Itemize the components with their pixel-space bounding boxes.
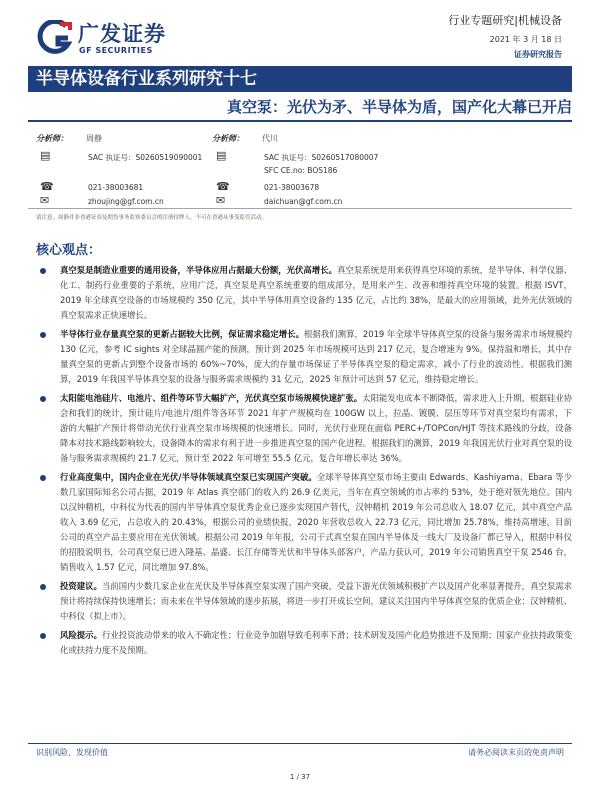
- bullet-icon: [40, 475, 46, 481]
- header-meta: [448, 12, 562, 60]
- analyst-phone: 021-38003681: [88, 183, 144, 192]
- analyst-sac: SAC 执证号：S0260519090001: [88, 153, 203, 162]
- company-logo: [36, 18, 176, 58]
- phone-icon: ☎: [216, 180, 230, 193]
- bullet-lead: 真空泵是制造业重要的通用设备，半导体应用占据最大份额，光伏高增长。: [60, 265, 337, 275]
- footer-disclaimer-note: 请务必阅读末页的免责声明: [468, 748, 564, 757]
- bullet-icon: [40, 268, 46, 274]
- logo-text-cn: 广发证券: [78, 22, 166, 46]
- main-title: 真空泵：光伏为矛、半导体为盾，国产化大幕已开启: [226, 98, 572, 116]
- bullet-text: 根据我们测算，2019 年全球半导体真空泵的设备与服务需求市场规模约 130 亿元，参考 IC sights 对全球晶圆产能的预测，预计到 2025 年市场规模可达到 217 亿元，复合增速为 9%。保持温和增长，其中存量真空泵的更新占到整个设备市场的 60%~70%，庞大的存量市场保证了半导体真空泵的稳定需求，减小了行业的波动性。根据我们测算，2019 年我国半导体真空泵的设备与服务需求规模约 31 亿元，2025 年预计可达到 57 亿元，维持稳定增长。: [60, 329, 572, 384]
- list-item: [38, 327, 572, 387]
- bullet-text: 全球半导体真空泵市场主要由 Edwards、Kashiyama、Ebara 等少数几家国际知名公司占据，2019 年 Atlas 真空部门的收入约 26.9 亿美元，当年在真空领域的市占率约 53%，处于绝对领先地位。国内以汉钟精机，中科仪为代表的国内半导体真空泵优秀企业已逐步实现国产替代，汉钟精机 2019 年公司总收入 18.07 亿元，其中真空产品收入 3.69 亿元，占总收入的 20.43%，根据公司的业绩快报，2020 年营收总收入 22.73 亿元，同比增加 25.78%，维持高增速，目前公司的真空产品主要应用在光伏领域。根据公司 2019 年年报，公司干式真空泵在国内半导体及一线大厂及设备厂都已导入，根据中科仪的招股说明书，公司真空泵已进入隆基、晶盛、长江存储等光伏和半导体头部客户，产品力获认可，2019 年公司销售真空干泵 2546 台，销售收入 1.57 亿元，同比增加 97.8%。: [60, 472, 572, 572]
- list-item: [38, 628, 572, 658]
- list-item: [38, 470, 572, 575]
- series-title: 半导体设备行业系列研究十七: [28, 66, 572, 92]
- email-icon: ✉: [40, 194, 50, 207]
- logo-text-en: GF SECURITIES: [79, 46, 153, 55]
- core-views-heading: 核心观点：: [36, 243, 102, 258]
- analyst-email[interactable]: daichuan@gf.com.cn: [264, 197, 343, 206]
- bullet-lead: 半导体行业存量真空泵的更新占据较大比例，保证需求稳定增长。: [60, 329, 305, 339]
- id-card-icon: ▤: [216, 149, 227, 162]
- report-category: 行业专题研究|机械设备: [448, 14, 562, 27]
- list-item: [38, 579, 572, 624]
- title-divider: [28, 120, 572, 122]
- analyst-name: 周静: [86, 134, 102, 143]
- regulatory-disclaimer: 请注意，周静并非香港证券及期货事务监察委员会的注册持牌人，不可在香港从事受监管活动。: [36, 215, 268, 221]
- email-icon: ✉: [216, 194, 226, 207]
- bullet-icon: [40, 584, 46, 590]
- bullet-text: 太阳能发电成本不断降低，需求进入上升期，根据硅业协会和我们的统计，预计硅片/电池片/组件等各环节 2021 年扩产规模均在 100GW 以上，拉晶、镀膜、层压等环节对真空泵均有需求，下游的大幅扩产预计将带动光伏行业真空泵市场规模的快速增长。同时，光伏行业现在面临 PERC+/TOPCon/HJT 等技术路线的分歧，设备降本对技术路线影响较大，设备降本的需求有利于进一步推进真空泵的国产化进程。根据我们的测算，2019 年我国光伏行业对真空泵的设备与服务需求规模约 21.7 亿元，预计至 2022 年可增至 55.5 亿元，复合年增长率达 36%。: [60, 393, 572, 463]
- id-card-icon: ▤: [40, 149, 51, 162]
- analyst-sac: SAC 执证号：S0260517080007: [264, 153, 379, 162]
- bullet-lead: 风险提示。: [60, 630, 102, 640]
- bullet-text: 真空泵系统是用来获得真空环境的系统，是半导体、科学仪器、化工、制药行业重要的子系统，应用广泛，真空泵是真空系统重要的组成部分，是用来产生、改善和维持真空环境的装置。根据 ISVT，2019 年全球真空设备的市场规模约 350 亿元，其中半导体用真空设备约 135 亿元，占比约 38%，是最大的应用领域，此外光伏领域的真空泵需求正快速增长。: [60, 265, 573, 320]
- bullet-text: 行业投资波动带来的收入不确定性；行业竞争加剧导致毛利率下滑；技术研发及国产化趋势推进不及预期；国家产业扶持政策变化或扶持力度不及预期。: [60, 630, 572, 655]
- phone-icon: ☎: [40, 180, 54, 193]
- core-views-list: [38, 263, 572, 662]
- gf-logo-icon: [36, 20, 72, 54]
- analyst-label: 分析师：: [212, 134, 244, 143]
- analyst-label: 分析师：: [36, 134, 68, 143]
- report-type: 证券研究报告: [514, 50, 562, 59]
- analyst-card-2: [212, 133, 452, 205]
- list-item: [38, 263, 572, 323]
- analyst-sfc: SFC CE.no: BOS186: [264, 166, 338, 175]
- bullet-lead: 投资建议。: [60, 581, 102, 591]
- report-date: 2021 年 3 月 18 日: [489, 35, 562, 44]
- bullet-icon: [40, 396, 46, 402]
- footer-divider: [28, 743, 572, 744]
- footer-slogan: 识别风险，发现价值: [36, 748, 108, 757]
- page-number: 1 / 37: [289, 773, 311, 781]
- analyst-email[interactable]: zhoujing@gf.com.cn: [88, 197, 164, 206]
- bullet-icon: [40, 332, 46, 338]
- bullet-icon: [40, 633, 46, 639]
- bullet-text: 当前国内少数几家企业在光伏及半导体真空泵实现了国产突破，受益下游光伏领域积极扩产以及国产化率显著提升，真空泵需求预计将持续保持快速增长；而未来在半导体领域的逐步拓展，将进一步打开成长空间，建议关注国内半导体真空泵的优质企业：汉钟精机、中科仪（拟上市）。: [60, 581, 572, 621]
- disclaimer-divider: [28, 208, 572, 209]
- analyst-name: 代川: [262, 134, 278, 143]
- list-item: [38, 391, 572, 466]
- bullet-lead: 太阳能电池硅片、电池片、组件等环节大幅扩产，光伏真空泵市场规模快速扩张。: [60, 393, 363, 403]
- analyst-phone: 021-38003678: [264, 183, 320, 192]
- bullet-lead: 行业高度集中，国内企业在光伏/半导体领域真空泵已实现国产突破。: [60, 472, 317, 482]
